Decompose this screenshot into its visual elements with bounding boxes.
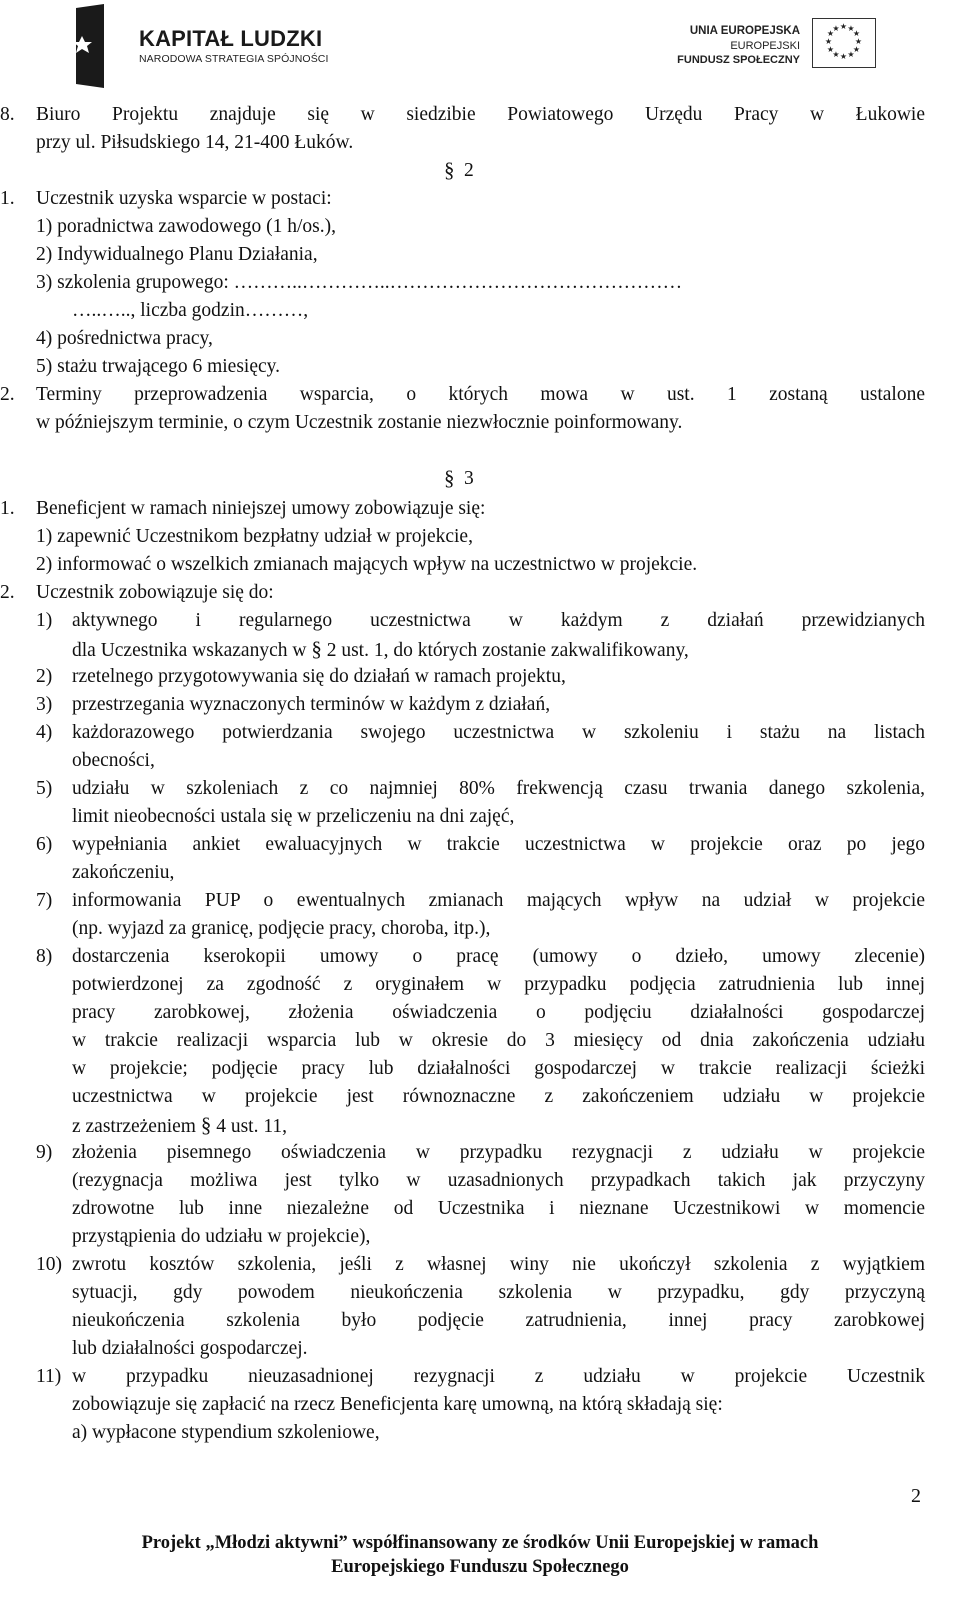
list-item-continuation: obecności, — [72, 750, 155, 771]
list-item: 3) szkolenia grupowego: ………..…………..……………………………………… — [36, 272, 683, 293]
list-item-continuation: zdrowotne lub inne niezależne od Uczestnika i nieznane Uczestnikowi w momencie — [72, 1198, 925, 1219]
item-number: 1. — [0, 188, 15, 209]
list-item-continuation: potwierdzonej za zgodność z oryginałem w przypadku podjęcia zatrudnienia lub innej — [72, 974, 925, 995]
svg-text:★: ★ — [826, 29, 835, 38]
svg-text:★: ★ — [847, 24, 855, 33]
text-fragment: 2 ust. 1, do których zostanie zakwalifikowany, — [326, 640, 689, 661]
list-item: udziału w szkoleniach z co najmniej 80% frekwencją czasu trwania danego szkolenia, — [72, 778, 925, 799]
svg-text:★: ★ — [854, 37, 863, 46]
text-line: Uczestnik zobowiązuje się do: — [36, 582, 274, 603]
section-number: 2 — [464, 160, 474, 181]
list-number: 7) — [36, 890, 53, 911]
eu-label-fund: EUROPEJSKI — [730, 40, 800, 52]
footer-line: Europejskiego Funduszu Społecznego — [331, 1557, 629, 1577]
list-number: 9) — [36, 1142, 53, 1163]
list-number: 3) — [36, 694, 53, 715]
item-number: 1. — [0, 498, 15, 519]
section-sign-icon: § — [444, 158, 455, 182]
kapital-ludzki-emblem-icon — [62, 4, 142, 90]
item-number: 2. — [0, 582, 15, 603]
item-number: 8. — [0, 104, 15, 125]
page-number: 2 — [911, 1485, 921, 1507]
text-line: Beneficjent w ramach niniejszej umowy zobowiązuje się: — [36, 498, 486, 519]
list-item: 1) zapewnić Uczestnikom bezpłatny udział w projekcie, — [36, 526, 473, 547]
footer-line: Projekt „Młodzi aktywni” współfinansowany ze środków Unii Europejskiej w ramach — [141, 1533, 819, 1553]
list-item-continuation: zakończeniu, — [72, 862, 175, 883]
list-number: 2) — [36, 666, 53, 687]
list-item-continuation: sytuacji, gdy powodem nieukończenia szkolenia w przypadku, gdy przyczyną — [72, 1282, 925, 1303]
sub-list-item: a) wypłacone stypendium szkoleniowe, — [72, 1422, 380, 1443]
list-item: 2) informować o wszelkich zmianach mających wpływ na uczestnictwo w projekcie. — [36, 554, 698, 575]
list-number: 11) — [36, 1366, 62, 1387]
svg-text:★: ★ — [832, 24, 840, 33]
text-fragment: 4 ust. 11, — [216, 1116, 287, 1137]
list-item-continuation: (np. wyjazd za granicę, podjęcie pracy, choroba, itp.), — [72, 918, 491, 939]
kapital-ludzki-subtitle: NARODOWA STRATEGIA SPÓJNOŚCI — [139, 53, 329, 65]
svg-text:★: ★ — [852, 45, 861, 54]
eu-label-union: UNIA EUROPEJSKA — [689, 25, 800, 37]
eu-flag-icon — [812, 18, 876, 68]
list-number: 6) — [36, 834, 53, 855]
kapital-ludzki-title: KAPITAŁ LUDZKI — [139, 26, 323, 51]
list-item: dostarczenia kserokopii umowy o pracę (umowy o dzieło, umowy zlecenie) — [72, 946, 925, 967]
section-sign-icon: § — [444, 466, 455, 490]
list-number: 1) — [36, 610, 53, 631]
section-sign-icon: § — [200, 1113, 212, 1137]
section-number: 3 — [464, 468, 474, 489]
list-item: rzetelnego przygotowywania się do działań w ramach projektu, — [72, 666, 566, 687]
eu-label-social: FUNDUSZ SPOŁECZNY — [677, 54, 800, 66]
svg-text:★: ★ — [826, 45, 835, 54]
list-item-continuation: lub działalności gospodarczej. — [72, 1338, 308, 1359]
text-fragment: dla Uczestnika wskazanych w — [72, 640, 307, 661]
list-item-continuation: w trakcie realizacji wsparcia lub w okresie do 3 miesięcy od dnia zakończenia udziału — [72, 1030, 925, 1051]
list-item-continuation: zobowiązuje się zapłacić na rzecz Beneficjenta karę umowną, na którą składają się: — [72, 1394, 723, 1415]
list-item-continuation: (rezygnacja możliwa jest tylko w uzasadnionych przypadkach takich jak przyczyny — [72, 1170, 925, 1191]
svg-text:★: ★ — [824, 37, 833, 46]
list-item: 5) stażu trwającego 6 miesięcy. — [36, 356, 281, 377]
page-footer — [0, 1531, 960, 1579]
text-fragment: z zastrzeżeniem — [72, 1116, 196, 1137]
svg-text:★: ★ — [832, 50, 840, 59]
text-line: przy ul. Piłsudskiego 14, 21-400 Łuków. — [36, 132, 354, 153]
list-item: każdorazowego potwierdzania swojego uczestnictwa w szkoleniu i stażu na listach — [72, 722, 925, 743]
list-item-continuation — [72, 1111, 287, 1141]
svg-text:★: ★ — [839, 22, 848, 31]
list-item: 4) pośrednictwa pracy, — [36, 328, 213, 349]
list-item-continuation: limit nieobecności ustala się w przeliczeniu na dni zajęć, — [72, 806, 515, 827]
list-item: informowania PUP o ewentualnych zmianach mających wpływ na udział w projekcie — [72, 890, 925, 911]
list-item-continuation — [72, 635, 689, 665]
svg-text:★: ★ — [847, 50, 855, 59]
list-item-continuation: w projekcie; podjęcie pracy lub działalności gospodarczej w trakcie realizacji ścieżki — [72, 1058, 925, 1079]
list-item: 2) Indywidualnego Planu Działania, — [36, 244, 318, 265]
svg-text:★: ★ — [852, 29, 861, 38]
list-number: 8) — [36, 946, 53, 967]
page-header — [0, 0, 960, 95]
list-number: 5) — [36, 778, 53, 799]
text-line: Uczestnik uzyska wsparcie w postaci: — [36, 188, 332, 209]
text-line: w późniejszym terminie, o czym Uczestnik zostanie niezwłocznie poinformowany. — [36, 412, 683, 433]
list-item: aktywnego i regularnego uczestnictwa w każdym z działań przewidzianych — [72, 610, 925, 631]
list-item-continuation: pracy zarobkowej, złożenia oświadczenia o podjęciu działalności gospodarczej — [72, 1002, 925, 1023]
text-line: Biuro Projektu znajduje się w siedzibie Powiatowego Urzędu Pracy w Łukowie — [36, 104, 925, 125]
list-item: 1) poradnictwa zawodowego (1 h/os.), — [36, 216, 336, 237]
list-number: 10) — [36, 1254, 62, 1275]
list-item: zwrotu kosztów szkolenia, jeśli z własnej winy nie ukończył szkolenia z wyjątkiem — [72, 1254, 925, 1275]
section-sign-icon: § — [311, 637, 322, 661]
list-item: przestrzegania wyznaczonych terminów w każdym z działań, — [72, 694, 551, 715]
list-item: wypełniania ankiet ewaluacyjnych w trakcie uczestnictwa w projekcie oraz po jego — [72, 834, 925, 855]
list-number: 4) — [36, 722, 53, 743]
list-item: w przypadku nieuzasadnionej rezygnacji z udziału w projekcie Uczestnik — [72, 1366, 925, 1387]
list-item-continuation: …..….., liczba godzin………, — [72, 300, 309, 321]
list-item-continuation: uczestnictwa w projekcie jest równoznaczne z zakończeniem udziału w projekcie — [72, 1086, 925, 1107]
svg-text:★: ★ — [839, 52, 848, 61]
list-item-continuation: nieukończenia szkolenia było podjęcie zatrudnienia, innej pracy zarobkowej — [72, 1310, 925, 1331]
item-number: 2. — [0, 384, 15, 405]
text-line: Terminy przeprowadzenia wsparcia, o których mowa w ust. 1 zostaną ustalone — [36, 384, 925, 405]
list-item: złożenia pisemnego oświadczenia w przypadku rezygnacji z udziału w projekcie — [72, 1142, 925, 1163]
list-item-continuation: przystąpienia do udziału w projekcie), — [72, 1226, 371, 1247]
